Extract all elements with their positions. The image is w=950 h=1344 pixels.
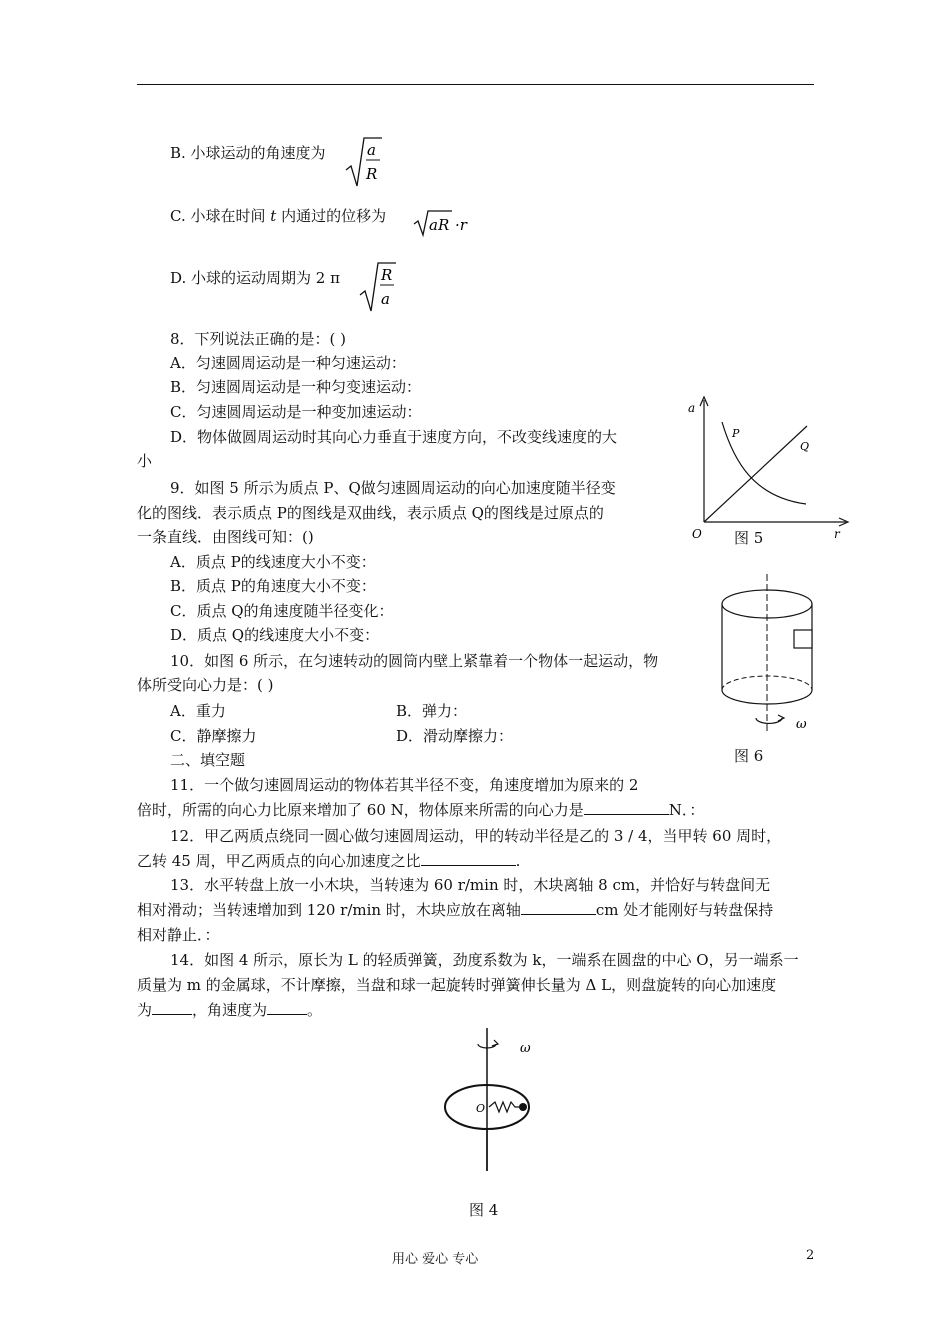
q10-option-a: A．重力 bbox=[170, 702, 226, 720]
q13-line2: 相对滑动；当转速增加到 120 r/min 时，木块应放在离轴 cm 处才能刚好与转盘保持 bbox=[137, 901, 774, 919]
figure-6-cylinder bbox=[712, 572, 832, 742]
figure-5-caption: 图 5 bbox=[734, 529, 764, 547]
q10-option-b: B．弹力： bbox=[396, 702, 468, 720]
svg-text:·r: ·r bbox=[455, 216, 467, 234]
omega-label: ω bbox=[520, 1041, 531, 1056]
omega-label: ω bbox=[796, 717, 807, 732]
q10-option-d: D．滑动摩擦力： bbox=[396, 727, 514, 745]
frac-den: R bbox=[366, 165, 378, 183]
svg-text:R: R bbox=[381, 266, 393, 284]
sqrt-a-over-r bbox=[344, 134, 384, 190]
q14-line3: 为 ，角速度为 。 bbox=[137, 1001, 323, 1019]
q10-line1: 10．如图 6 所示，在匀速转动的圆筒内壁上紧靠着一个物体一起运动，物 bbox=[170, 652, 659, 670]
line-q-label: Q bbox=[800, 440, 810, 453]
q14-line2: 质量为 m 的金属球，不计摩擦，当盘和球一起旋转时弹簧伸长量为 Δ L，则盘旋转的向心加速度 bbox=[137, 976, 777, 994]
figure-4-caption: 图 4 bbox=[469, 1201, 499, 1219]
answer-blank[interactable] bbox=[584, 800, 669, 815]
line-q bbox=[704, 426, 810, 522]
q10-line2: 体所受向心力是：( ) bbox=[137, 676, 274, 694]
q12-line1: 12．甲乙两质点绕同一圆心做匀速圆周运动，甲的转动半径是乙的 3 / 4，当甲转 60 周时， bbox=[170, 827, 782, 845]
footer-slogan: 用心 爱心 专心 bbox=[392, 1252, 479, 1267]
header-rule bbox=[137, 84, 814, 85]
figure-4-disk bbox=[440, 1026, 550, 1176]
q8-option-d: D．物体做圆周运动时其向心力垂直于速度方向，不改变线速度的大 bbox=[170, 428, 618, 446]
svg-text:aR: aR bbox=[429, 216, 450, 234]
section-heading-fill-blank: 二、填空题 bbox=[170, 751, 246, 769]
q13-line1: 13．水平转盘上放一小木块，当转速为 60 r/min 时，木块离轴 8 cm，并恰好与转盘间无 bbox=[170, 876, 771, 894]
figure-6-caption: 图 6 bbox=[734, 747, 764, 765]
option-7c: C. 小球在时间 t 内通过的位移为 bbox=[170, 207, 387, 225]
q8-stem: 8．下列说法正确的是：( ) bbox=[170, 330, 347, 348]
answer-blank[interactable] bbox=[521, 900, 596, 915]
frac-num: a bbox=[367, 141, 376, 159]
q8-option-a: A．匀速圆周运动是一种匀速运动： bbox=[170, 354, 406, 372]
answer-blank[interactable] bbox=[421, 851, 516, 866]
q14-line1: 14．如图 4 所示，原长为 L 的轻质弹簧，劲度系数为 k，一端系在圆盘的中心 O，另一端系一 bbox=[170, 951, 799, 969]
q9-line1: 9．如图 5 所示为质点 P、Q做匀速圆周运动的向心加速度随半径变 bbox=[170, 479, 616, 497]
curve-p-label: P bbox=[732, 427, 740, 440]
q11-line2: 倍时，所需的向心力比原来增加了 60 N，物体原来所需的向心力是 N．： bbox=[137, 801, 705, 819]
q9-option-c: C．质点 Q的角速度随半径变化： bbox=[170, 602, 394, 620]
answer-blank[interactable] bbox=[267, 1000, 307, 1015]
axis-label-r: r bbox=[834, 527, 840, 541]
q9-option-b: B．质点 P的角速度大小不变： bbox=[170, 577, 376, 595]
answer-blank[interactable] bbox=[152, 1000, 192, 1015]
metal-ball bbox=[519, 1103, 527, 1111]
q11-line1: 11．一个做匀速圆周运动的物体若其半径不变，角速度增加为原来的 2 bbox=[170, 776, 639, 794]
option-7b: B. 小球运动的角速度为 bbox=[170, 144, 326, 162]
q12-line2: 乙转 45 周，甲乙两质点的向心加速度之比 . bbox=[137, 852, 521, 870]
svg-text:a: a bbox=[381, 290, 390, 308]
q9-line2: 化的图线．表示质点 P的图线是双曲线，表示质点 Q的图线是过原点的 bbox=[137, 504, 604, 522]
page-number: 2 bbox=[806, 1248, 815, 1263]
center-label: O bbox=[476, 1102, 486, 1115]
axis-label-a: a bbox=[688, 401, 696, 415]
q8-option-d-cont: 小 bbox=[137, 452, 153, 470]
q13-line3: 相对静止．： bbox=[137, 926, 220, 944]
sqrt-ar-times-r bbox=[412, 208, 482, 238]
q9-option-d: D．质点 Q的线速度大小不变： bbox=[170, 626, 380, 644]
block bbox=[794, 630, 812, 648]
q9-option-a: A．质点 P的线速度大小不变： bbox=[170, 553, 376, 571]
sqrt-r-over-a bbox=[358, 259, 398, 315]
q10-option-c: C．静摩擦力 bbox=[170, 727, 257, 745]
q9-line3: 一条直线．由图线可知：() bbox=[137, 528, 314, 546]
q8-option-c: C．匀速圆周运动是一种变加速运动： bbox=[170, 403, 422, 421]
origin-label: O bbox=[692, 527, 702, 541]
figure-5-graph bbox=[684, 392, 854, 552]
q8-option-b: B．匀速圆周运动是一种匀变速运动： bbox=[170, 378, 422, 396]
option-7d: D. 小球的运动周期为 2 π bbox=[170, 269, 340, 287]
